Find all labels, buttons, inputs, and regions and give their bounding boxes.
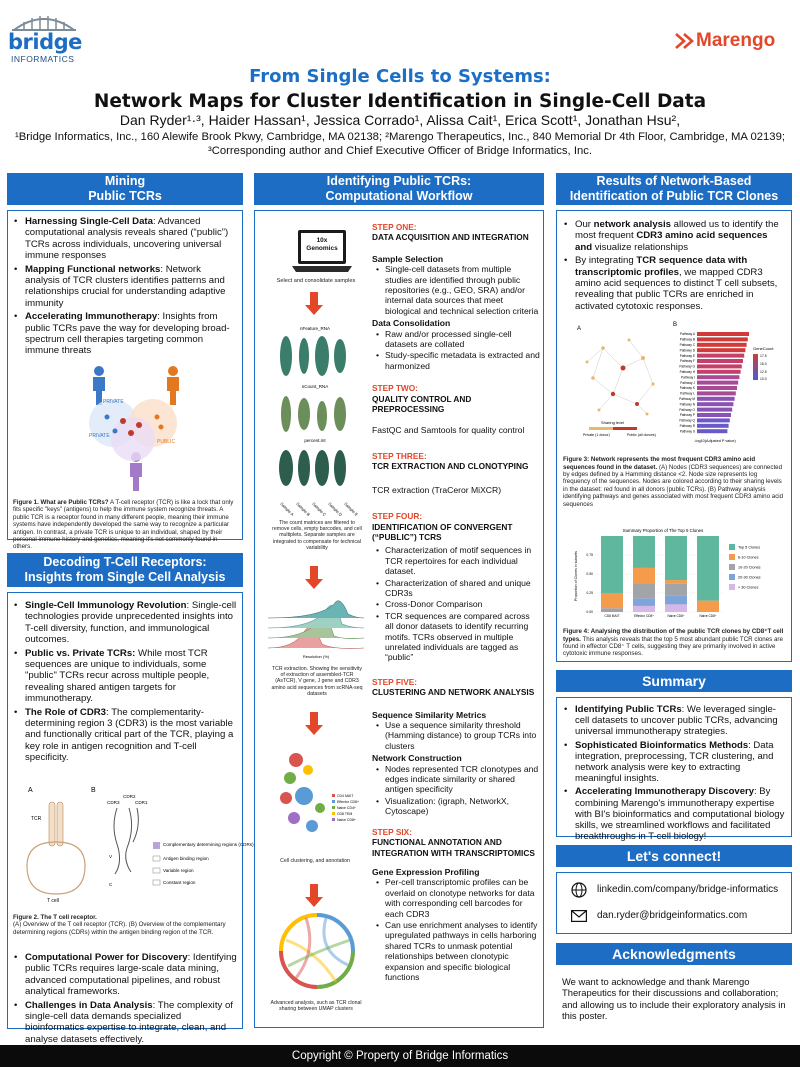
x-tick-label: Naive CD8⁺	[667, 614, 685, 619]
svg-text:nFeature_RNA: nFeature_RNA	[299, 326, 331, 331]
step5-list1	[372, 720, 540, 751]
svg-text:TCR: TCR	[31, 815, 42, 822]
legend-label: 10-20 Clones	[738, 565, 761, 570]
col1-section2	[7, 592, 254, 1045]
bar-segment	[601, 536, 623, 593]
legend-label: 20-30 Clones	[738, 575, 761, 580]
title-line2: Network Maps for Cluster Identification in Single-Cell Data	[93, 91, 707, 112]
pathway-label: Pathway A	[679, 332, 695, 337]
svg-text:CDR3: CDR3	[107, 799, 120, 805]
step3-label: STEP THREE:	[372, 450, 427, 461]
step6-list	[372, 877, 540, 982]
step3-text: TCR extraction (TraCeror MiXCR)	[372, 484, 502, 495]
pathway-label: Pathway H	[679, 370, 695, 375]
col3-header: Results of Network-Based Identification of Public TCR Clones	[556, 173, 792, 205]
pathway-bar	[697, 424, 729, 428]
svg-text:B: B	[673, 322, 678, 329]
svg-text:B: B	[91, 786, 96, 794]
step1-label: STEP ONE:	[372, 222, 417, 232]
list-item: • Use a sequence similarity threshold (Hamming distance) to group TCRs into clusters	[372, 720, 540, 751]
pathway-bar	[697, 392, 736, 396]
list-item: • Study-specific metadata is extracted and harmonized	[372, 350, 540, 371]
chord-caption: Advanced analysis, such as TCR clonal sharing between UMAP clusters	[270, 1000, 362, 1013]
footer: Copyright © Property of Bridge Informatics	[0, 1045, 800, 1067]
x-tick-label: Naive CD8⁺	[699, 614, 717, 619]
svg-text:nCount_RNA: nCount_RNA	[301, 384, 329, 389]
list-item: • Mapping Functional networks: Network analysis of TCR clusters identifies patterns and relationships crucial for understanding adaptive immunity	[13, 264, 237, 310]
pathway-bar	[697, 375, 739, 379]
svg-text:Naive CD8+: Naive CD8+	[337, 818, 356, 822]
bar-segment	[697, 601, 719, 612]
svg-text:V: V	[109, 853, 113, 859]
bridge-logo-text: bridge	[8, 30, 82, 54]
pathway-bar	[697, 332, 749, 336]
figure2-tcr-structure	[13, 782, 254, 906]
list-item: • Computational Power for Discovery: Identifying public TCRs requires large-scale data mining, advanced computational pipelines, and robust analytical frameworks.	[13, 952, 237, 998]
svg-text:T cell: T cell	[47, 897, 59, 904]
figure3-caption: Figure 3: Network represents the most frequent CDR3 amino acid sequences found in the dataset. (A) Nodes (CDR3 sequences) are connected by edges defined by a Hamming distance <2. Node size represents log frequency of the sequences. Nodes are colored according to their sharing levels in the dataset: red found in all donors (public TCRs). (B) Pathway analysis identifying pathways and genes associated with most frequent CDR3 amino acid sequences	[563, 456, 784, 508]
legend-swatch	[729, 574, 735, 580]
figure2-caption: Figure 2. The T cell receptor. (A) Overview of the T cell receptor (TCR). (B) Overview of the complementary determining regions (CDRs) within the antigen binding region of the TCR.	[13, 913, 226, 936]
affiliations: ¹Bridge Informatics, Inc., 160 Alewife Brook Pkwy, Cambridge, MA 02138; ²Marengo Therapeutics, Inc., 840 Memorial Dr 4th Floor, Cambridge, MA 02139; ³Corresponding author and Chief Executive Officer of Bridge Informatics, Inc.	[15, 131, 786, 157]
pathway-label: Pathway R	[679, 424, 695, 429]
svg-text:CDR2: CDR2	[123, 793, 136, 799]
svg-text:CD4 MAIT: CD4 MAIT	[337, 794, 354, 798]
summary-header: Summary	[556, 670, 792, 692]
svg-text:PUBLIC: PUBLIC	[157, 438, 176, 445]
svg-text:A: A	[28, 786, 33, 794]
step2-title: QUALITY CONTROL AND PREPROCESSING	[372, 393, 472, 415]
linkedin-link[interactable]: linkedin.com/company/bridge-informatics	[597, 884, 779, 895]
list-item: • Accelerating Immunotherapy: Insights from public TCRs pave the way for developing broad-spectrum cell therapies targeting common immune threats	[13, 311, 237, 357]
pathway-label: Pathway E	[679, 354, 695, 359]
svg-text:Sample D: Sample D	[327, 501, 344, 518]
step5-title: CLUSTERING AND NETWORK ANALYSIS	[372, 687, 535, 698]
list-item: • By integrating TCR sequence data with transcriptomic profiles, we mapped CDR3 amino acid sequences to distinct T cell subsets, revealing that public TCRs are enriched in activated cytotoxic responses.	[563, 255, 785, 312]
pathway-bar	[697, 402, 733, 406]
ridge-plot	[264, 592, 368, 662]
marengo-logo	[672, 30, 794, 54]
pathway-label: Pathway M	[679, 397, 695, 402]
pathway-label: Pathway N	[679, 402, 695, 407]
bar-segment	[633, 568, 655, 583]
pathway-label: Pathway C	[679, 343, 695, 348]
step6-heading: Gene Expression Profiling	[372, 866, 480, 877]
svg-text:Naive CD4+: Naive CD4+	[337, 806, 356, 810]
svg-text:Effector CD8+: Effector CD8+	[337, 800, 360, 804]
svg-text:A: A	[577, 326, 582, 333]
col1-bullets3	[13, 952, 237, 1045]
legend-swatch	[729, 554, 735, 560]
step1-list2	[372, 329, 540, 372]
list-item: • Per-cell transcriptomic profiles can be overlaid on clonotype networks for data with corresponding cell barcodes for each CDR3	[372, 877, 540, 919]
svg-text:Variable region: Variable region	[163, 867, 194, 873]
svg-text:Private (1 donor): Private (1 donor)	[583, 433, 610, 438]
person-icon	[167, 366, 179, 405]
pathway-bar	[697, 365, 742, 369]
list-item: • Accelerating Immunotherapy Discovery: By combining Marengo's immunotherapy expertise with BI's bioinformatics and computational biology skills, we streamlined workflows and facilitated breakthroughs in T-cell biology!	[563, 786, 785, 842]
list-item: • Single-Cell Immunology Revolution: Single-cell technologies provide unprecedented insights into T-cell diversity, function, and immunological outcomes.	[13, 600, 237, 646]
ack-header: Acknowledgments	[556, 943, 792, 965]
summary-section	[556, 697, 792, 843]
arrow-down-icon	[310, 292, 318, 306]
bar-segment	[665, 580, 687, 584]
pathway-bar	[697, 338, 748, 342]
step4-label: STEP FOUR:	[372, 511, 423, 522]
bar-segment	[665, 604, 687, 612]
svg-text:Complementary determining regi: Complementary determining regions (CDRs)	[163, 841, 254, 847]
pathway-bar	[697, 348, 745, 352]
pathway-bar	[697, 419, 730, 423]
step1-title: DATA ACQUISITION AND INTEGRATION	[372, 232, 529, 243]
step5-list2	[372, 764, 540, 817]
svg-text:Sample B: Sample B	[295, 501, 312, 517]
pathway-label: Pathway I	[681, 375, 695, 380]
legend-label: Top 5 Clones	[738, 545, 761, 550]
chart-title: Summary Proportion of The Top 5 Clones	[622, 528, 704, 534]
list-item: • Public vs. Private TCRs: While most TCR sequences are unique to individuals, some "public" TCRs recur across multiple people, revealing shared antigen targets for immunotherapy.	[13, 648, 237, 705]
svg-text:-log10(Adjusted P value): -log10(Adjusted P value)	[694, 439, 736, 444]
arrow-head	[305, 725, 323, 735]
col3-bullets	[563, 219, 785, 312]
step2-label: STEP TWO:	[372, 383, 418, 394]
pathway-label: Pathway Q	[679, 418, 695, 423]
ridge-caption: TCR extraction. Showing the sensitivity of extraction of assembled-TCR (AsTCR), V gene, J gene and CDR3 amino acid sequences from scRNA-seq datasets	[271, 666, 363, 697]
step1-heading: Sample Selection	[372, 253, 444, 264]
svg-text:10.0: 10.0	[760, 377, 767, 382]
list-item: • Our network analysis allowed us to identify the most frequent CDR3 amino acid sequences and visualize relationships	[563, 219, 785, 253]
umap-caption: Cell clustering, and annotation	[280, 858, 350, 864]
pathway-bar	[697, 343, 747, 347]
globe-icon	[571, 882, 587, 898]
arrow-down-icon	[310, 712, 318, 726]
svg-text:GeneCount: GeneCount	[753, 346, 774, 352]
chord-diagram	[276, 910, 358, 992]
legend-label: > 30 Clones	[738, 585, 759, 590]
list-item: • Nodes represented TCR clonotypes and edges indicate similarity or shared antigen specificity	[372, 764, 540, 795]
step1-heading: Data Consolidation	[372, 318, 451, 329]
bar-segment	[633, 536, 655, 568]
list-item: • Sophisticated Bioinformatics Methods: Data integration, preprocessing, TCR clustering, and network analysis were key to extracting meaningful insights.	[563, 740, 785, 785]
col1-header1: Mining Public TCRs	[7, 173, 243, 205]
arrow-head	[305, 305, 323, 315]
ack-text: We want to acknowledge and thank Marengo Therapeutics for their discussions and collaboration; and allowing us to include their exploratory analysis in this poster.	[562, 976, 786, 1022]
step4-list	[372, 545, 540, 662]
laptop-icon	[290, 228, 354, 278]
marengo-icon	[674, 31, 694, 51]
list-item: • Characterization of motif sequences in TCR repertoires for each individual dataset.	[372, 545, 540, 576]
legend-label: 6-10 Clones	[738, 555, 759, 560]
title-line1: From Single Cells to Systems:	[249, 66, 551, 87]
y-tick-label: 0.25	[586, 591, 593, 596]
laptop-caption: Select and consolidate samples	[276, 278, 356, 284]
bar-segment	[633, 606, 655, 612]
bar-segment	[665, 595, 687, 604]
step3-title: TCR EXTRACTION AND CLONOTYPING	[372, 461, 529, 472]
col1-section1	[7, 210, 243, 551]
svg-text:Constant region: Constant region	[163, 879, 196, 885]
bar-segment	[665, 584, 687, 595]
svg-text:12.5: 12.5	[760, 370, 767, 375]
pathway-bar	[697, 429, 727, 433]
pathway-label: Pathway F	[679, 359, 695, 364]
bridge-logo-subtext: INFORMATICS	[11, 54, 75, 64]
col3-section	[556, 210, 792, 662]
y-tick-label: 0.00	[586, 610, 593, 615]
pathway-label: Pathway S	[679, 429, 695, 434]
pathway-bar	[697, 397, 735, 401]
bar-segment	[633, 598, 655, 606]
y-tick-label: 0.75	[586, 553, 593, 558]
email-icon	[571, 910, 587, 922]
legend-swatch	[729, 584, 735, 590]
connect-section	[556, 872, 792, 934]
bar-segment	[697, 536, 719, 601]
workflow-steps	[372, 222, 540, 983]
bridge-logo	[8, 14, 82, 64]
pathway-bar	[697, 381, 738, 385]
connect-header: Let's connect!	[556, 845, 792, 867]
pathway-label: Pathway B	[679, 337, 695, 342]
figure4-caption: Figure 4: Analysing the distribution of the public TCR clones by CD8⁺T cell types. This analysis reveals that the top 5 most abundant public TCR clones are found in effector CD8⁺ T cells, suggesting they are primarily involved in active cytotoxic immune responses.	[563, 628, 784, 658]
list-item: • The Role of CDR3: The complementarity-determining region 3 (CDR3) is the most variable and functionally critical part of the TCR, playing a key role in antigen recognition and T-cell specificity.	[13, 707, 237, 764]
step2-text: FastQC and Samtools for quality control	[372, 424, 525, 435]
pathway-bar	[697, 354, 744, 358]
arrow-down-icon	[310, 566, 318, 580]
violin-caption: The count matrices are filtered to remove cells, empty barcodes, and cell multiplets. Separate samples are integrated to compensate for technical variability	[272, 520, 362, 551]
figure4-stacked-bar-chart	[563, 524, 785, 624]
pathway-label: Pathway D	[679, 348, 695, 353]
col1-header2: Decoding T-Cell Receptors: Insights from Single Cell Analysis	[7, 553, 243, 587]
marengo-logo-text: Marengo	[696, 30, 776, 51]
x-tick-label: CD8 MAIT	[604, 614, 620, 619]
pathway-label: Pathway J	[680, 381, 695, 386]
pathway-bar	[697, 408, 732, 412]
pathway-bar	[697, 386, 737, 390]
pathway-bar	[697, 413, 731, 417]
svg-text:Resolution (%): Resolution (%)	[302, 654, 330, 659]
figure1-caption: Figure 1. What are Public TCRs? A T-cell receptor (TCR) is like a lock that only fits specific "keys" (antigens) to help the immune system recognize threats. A public TCR is a receptor found in many different people, meaning their immune systems have independently developed the same way to recognize a particular antigen. In contrast, a private TCR is unique to an individual, shaped by their personal immune history and genetics, meaning it's not commonly found in others.	[13, 498, 234, 551]
list-item: • Cross-Donor Comparison	[372, 599, 540, 609]
svg-text:Sample C: Sample C	[311, 501, 328, 518]
chart-ylabel: Proportion of Clones in subsets	[574, 551, 578, 602]
arrow-head	[305, 579, 323, 589]
figure1-public-private-tcr	[13, 361, 237, 497]
arrow-head	[305, 897, 323, 907]
svg-text:CDR1: CDR1	[135, 799, 148, 805]
list-item: • Visualization: (igraph, NetworkX, Cytoscape)	[372, 796, 540, 817]
svg-text:Antigen binding region: Antigen binding region	[163, 855, 209, 861]
summary-list	[563, 704, 785, 842]
svg-text:CD8 TEM: CD8 TEM	[337, 812, 353, 816]
arrow-down-icon	[310, 884, 318, 898]
step5-label: STEP FIVE:	[372, 676, 418, 687]
bar-segment	[601, 593, 623, 608]
list-item: • Characterization of shared and unique CDR3s	[372, 578, 540, 599]
list-item: • Can use enrichment analyses to identify upregulated pathways in cells harboring shared TCRs to unmask potential relationships between clonotypic expansion and specific biological functions	[372, 920, 540, 982]
col1-bullets2	[13, 600, 237, 764]
list-item: • TCR sequences are compared across all donor datasets to identify recurring motifs. TCRs observed in multiple unrelated individuals are tagged as “public”	[372, 611, 540, 663]
list-item: • Single-cell datasets from multiple studies are identified through public repositories (e.g., GEO, SRA) and/or internal data sources that meet biological and technical selection criteria	[372, 264, 540, 316]
legend-swatch	[729, 564, 735, 570]
svg-text:Public (all donors): Public (all donors)	[627, 433, 656, 438]
svg-text:PRIVATE: PRIVATE	[89, 432, 110, 439]
email-link[interactable]: dan.ryder@bridgeinformatics.com	[597, 910, 748, 921]
step5-heading: Network Construction	[372, 753, 462, 764]
svg-text:17.5: 17.5	[760, 354, 767, 359]
pathway-label: Pathway P	[679, 413, 695, 418]
step5-heading: Sequence Similarity Metrics	[372, 709, 487, 720]
y-tick-label: 0.50	[586, 572, 593, 577]
figure3-network-pathways	[563, 318, 785, 444]
col1-bullets1	[13, 216, 237, 357]
step4-title: IDENTIFICATION OF CONVERGENT (“PUBLIC”) TCRS	[372, 521, 513, 542]
pathway-bar	[697, 359, 743, 363]
list-item: • Harnessing Single-Cell Data: Advanced computational analysis reveals shared (“public”) TCRs across individuals, uncovering universal immune responses	[13, 216, 237, 262]
svg-text:Sample A: Sample A	[279, 501, 295, 517]
svg-text:PRIVATE: PRIVATE	[103, 398, 124, 405]
svg-text:15.0: 15.0	[760, 362, 767, 367]
legend-swatch	[729, 544, 735, 550]
pathway-label: Pathway L	[680, 391, 695, 396]
bar-segment	[665, 536, 687, 580]
step1-list1	[372, 264, 540, 316]
list-item: • Challenges in Data Analysis: The complexity of single-cell data demands specialized bioinformatics expertise to integrate, clean, and analyse datasets effectively.	[13, 1000, 237, 1046]
bar-segment	[601, 608, 623, 612]
col2-header: Identifying Public TCRs: Computational Workflow	[254, 173, 544, 205]
step6-label: STEP SIX:	[372, 826, 412, 837]
svg-text:Sample E: Sample E	[343, 501, 360, 517]
pathway-label: Pathway G	[679, 364, 695, 369]
svg-text:C: C	[109, 881, 113, 887]
violin-plots	[262, 322, 368, 518]
step6-title: FUNCTIONAL ANNOTATION AND INTEGRATION WITH TRANSCRIPTOMICS	[372, 837, 535, 858]
umap-plot	[266, 738, 368, 848]
pathway-label: Pathway O	[679, 408, 695, 413]
x-tick-label: Effector CD8⁺	[634, 614, 654, 619]
svg-text:Sharing level: Sharing level	[601, 420, 625, 426]
pathway-label: Pathway K	[679, 386, 695, 391]
svg-text:percent.mt: percent.mt	[304, 438, 326, 443]
list-item: • Raw and/or processed single-cell datasets are collated	[372, 329, 540, 350]
list-item: • Identifying Public TCRs: We leveraged single-cell datasets to uncover public TCRs, advancing universal immunotherapy strategies.	[563, 704, 785, 738]
pathway-bars	[679, 332, 749, 433]
bar-segment	[633, 583, 655, 598]
authors: Dan Ryder¹·³, Haider Hassan¹, Jessica Corrado¹, Alissa Cait¹, Erica Scott¹, Jonathan Hsu²,	[119, 112, 681, 128]
pathway-bar	[697, 370, 741, 374]
laptop-brand: 10x Genomics	[306, 237, 338, 252]
